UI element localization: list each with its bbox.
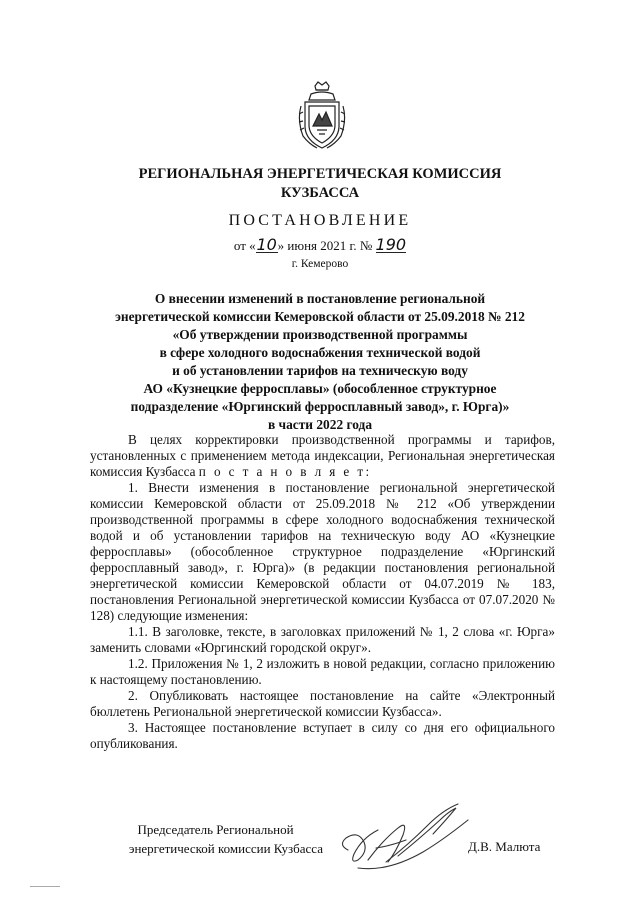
subject-line: подразделение «Юргинский ферросплавный завод», г. Юрга)» <box>130 399 510 414</box>
subject-line: в части 2022 года <box>267 417 373 432</box>
subject-line: энергетической комиссии Кемеровской области от 25.09.2018 № 212 <box>115 309 525 324</box>
paragraph-2: 2. Опубликовать настоящее постановление на сайте «Электронный бюллетень Региональной энергетической комиссии Кузбасса». <box>90 688 555 719</box>
handwritten-signature <box>328 790 478 890</box>
intro-verb: п о с т а н о в л я е т: <box>198 464 372 479</box>
subject-line: О внесении изменений в постановление региональной <box>154 291 486 306</box>
paragraph-3: 3. Настоящее постановление вступает в силу со дня его официального опубликования. <box>90 720 555 751</box>
document-number-handwritten: 190 <box>375 235 407 254</box>
date-line <box>80 235 560 254</box>
signatory-position <box>88 820 323 858</box>
subject-line: и об установлении тарифов на техническую воду <box>172 363 468 378</box>
paragraph-1: 1. Внести изменения в постановление региональной энергетической комиссии Кемеровской области от 25.09.2018 № 212 «Об утверждении производственной программы в сфере холодного водоснабжения технической водой и об установлении тарифов на техническую воду АО «Кузнецкие ферросплавы» (обособленное структурное подразделение «Юргинский ферросплавный завод», г. Юрга)» (в редакции постановления региональной энергетической комиссии Кемеровской области от 04.07.2019 № 183, постановления Региональной энергетической комиссии Кузбасса от 07.07.2020 № 128) следующие изменения: <box>90 480 555 623</box>
subject-line: АО «Кузнецкие ферросплавы» (обособленное структурное <box>143 381 497 396</box>
position-line-2: энергетической комиссии Кузбасса <box>128 841 323 856</box>
document-type: ПОСТАНОВЛЕНИЕ <box>228 212 412 229</box>
organization-name-line2: КУЗБАССА <box>280 185 360 201</box>
date-day-handwritten: 10 <box>256 235 277 254</box>
document-subject <box>72 290 568 434</box>
intro-text: В целях корректировки производственной программы и тарифов, установленных с применением метода индексации, Региональная энергетическая комиссия Кузбасса <box>90 432 555 479</box>
organization-name-line1: РЕГИОНАЛЬНАЯ ЭНЕРГЕТИЧЕСКАЯ КОМИССИЯ <box>138 166 502 182</box>
document-body <box>90 432 555 752</box>
coat-of-arms-emblem <box>295 80 349 152</box>
paragraph-1-2: 1.2. Приложения № 1, 2 изложить в новой редакции, согласно приложению к настоящему постановлению. <box>90 656 555 687</box>
date-prefix: от « <box>233 238 256 253</box>
footer-mark <box>30 886 60 887</box>
position-line-1: Председатель Региональной <box>137 822 294 837</box>
paragraph-1-1: 1.1. В заголовке, тексте, в заголовках приложений № 1, 2 слова «г. Юрга» заменить словами «Юргинский городской округ». <box>90 624 555 655</box>
date-rest: » июня 2021 г. № <box>277 238 373 253</box>
city: г. Кемерово <box>291 258 349 270</box>
subject-line: в сфере холодного водоснабжения технической водой <box>159 345 481 360</box>
subject-line: «Об утверждении производственной программы <box>172 327 468 342</box>
intro-paragraph <box>90 432 555 480</box>
signatory-name: Д.В. Малюта <box>468 839 541 854</box>
